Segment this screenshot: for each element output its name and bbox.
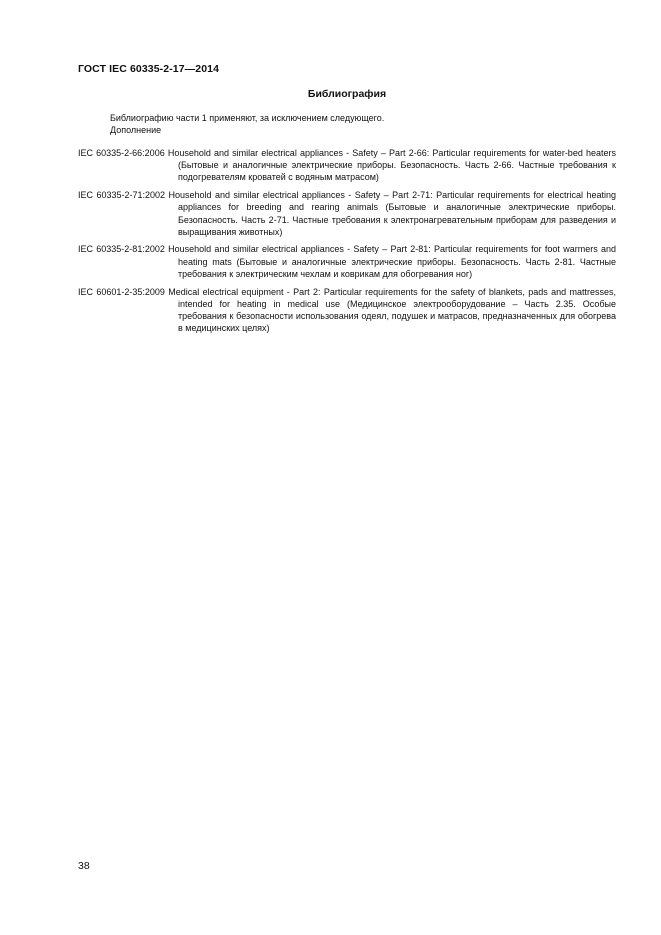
bibliography-code: IEC 60335-2-81:2002 — [78, 244, 169, 255]
bibliography-code: IEC 60601-2-35:2009 — [78, 286, 169, 297]
intro-paragraph — [110, 112, 384, 136]
bibliography-text: Medical electrical equipment - Part 2: Particular requirements for the safety of blankets, pads and mattresses, intended for heating in medical use (Медицинское электрооборудование – Часть 2.35. Особые требования к безопасности использования одеял, подушек и матрасов, предназначенных для обогрева в медицинских целях) — [168, 286, 616, 334]
intro-line: Библиографию части 1 применяют, за исключением следующего. — [110, 113, 385, 123]
page-number: 38 — [78, 860, 90, 872]
bibliography-code: IEC 60335-2-66:2006 — [78, 148, 168, 158]
bibliography-entry — [78, 286, 616, 335]
bibliography-code: IEC 60335-2-71:2002 — [78, 190, 169, 201]
bibliography-text: Household and similar electrical appliances - Safety – Part 2-71: Particular requirements for electrical heating appliances for breeding and rearing animals (Бытовые и аналогичные электрические приборы. Безопасность. Часть 2-71. Частные требования к электронагревательным приборам для разведения и выращивания животных) — [168, 190, 616, 237]
bibliography-list — [78, 147, 616, 340]
bibliography-entry — [78, 147, 616, 184]
bibliography-entry — [78, 189, 616, 238]
document-header: ГОСТ IEC 60335-2-17—2014 — [78, 63, 220, 75]
intro-line-addition: Дополнение — [110, 125, 162, 135]
bibliography-text: Household and similar electrical appliances - Safety – Part 2-81: Particular requirements for foot warmers and heating mats (Бытовые и аналогичные электрические приборы. Безопасность. Часть 2-81. Частные требования к электрическим чехлам и коврикам для обогревания ног) — [168, 244, 616, 279]
section-title: Библиография — [307, 88, 387, 100]
bibliography-entry — [78, 243, 616, 280]
bibliography-text: Household and similar electrical appliances - Safety – Part 2-66: Particular requirements for water-bed heaters (Бытовые и аналогичные электрические приборы. Безопасность. Часть 2-66. Частные требования к подогревателям кроватей с водяным матрасом) — [167, 148, 616, 183]
